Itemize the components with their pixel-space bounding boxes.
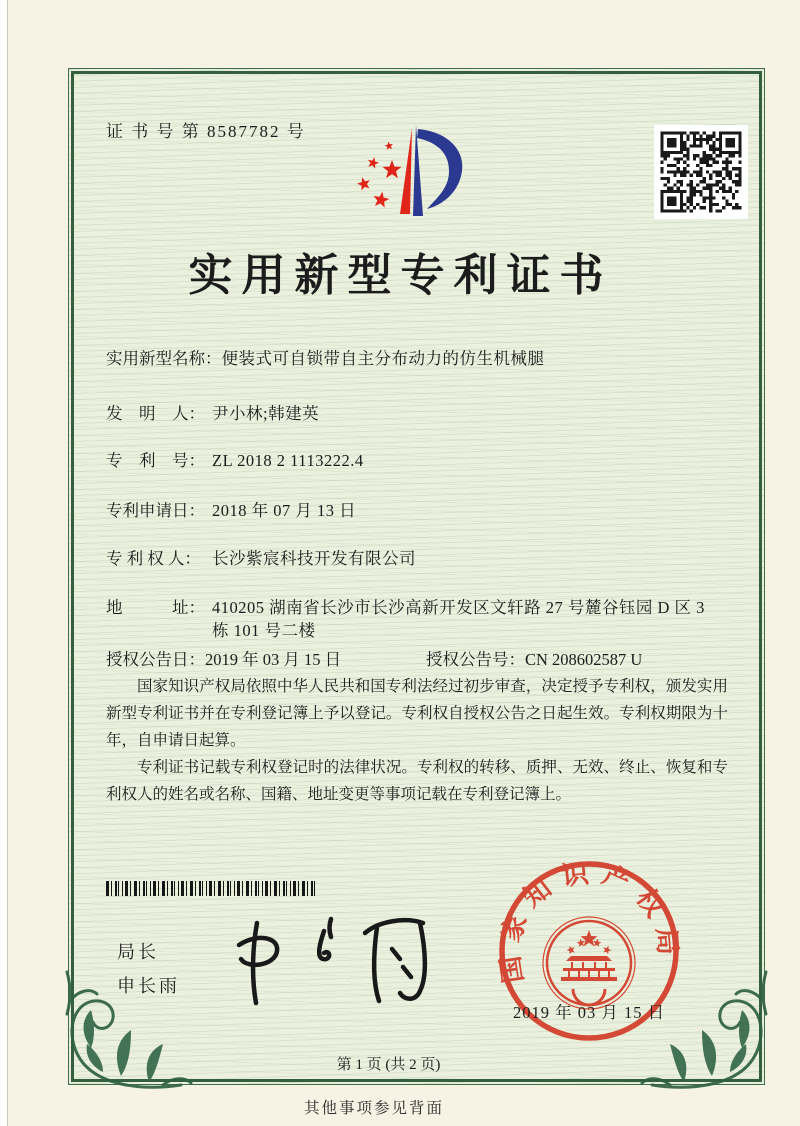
field-value: CN 208602587 U xyxy=(525,650,643,669)
footer-note: 其他事项参见背面 xyxy=(303,1100,444,1117)
seal-date: 2019 年 03 月 15 日 xyxy=(512,1003,666,1022)
field-row-filing-date xyxy=(106,499,728,522)
signature-svg xyxy=(227,911,439,1013)
certificate-title: 实用新型专利证书 xyxy=(188,251,613,300)
grant-number-pair xyxy=(426,648,642,671)
cnipa-logo-icon xyxy=(329,109,477,241)
field-value: 410205 湖南省长沙市长沙高新开发区文轩路 27 号麓谷钰园 D 区 3 栋 101 号二楼 xyxy=(212,598,710,640)
legal-text xyxy=(106,673,728,808)
legal-paragraph: 专利证书记载专利权登记时的法律状况。专利权的转移、质押、无效、终止、恢复和专利权人的姓名或名称、国籍、地址变更等事项记载在专利登记簿上。 xyxy=(106,759,728,803)
qr-code xyxy=(654,125,748,219)
field-row-grant xyxy=(106,648,728,671)
seal-text: 国家知识产权局 xyxy=(494,858,684,986)
field-label: 授权公告日： xyxy=(106,650,205,669)
corner-flourish-icon xyxy=(61,956,199,1094)
field-label: 发 明 人： xyxy=(106,404,205,423)
field-value: 便装式可自锁带自主分布动力的仿生机械腿 xyxy=(221,349,545,368)
scan-edge-artifact xyxy=(0,0,8,1126)
field-label: 授权公告号： xyxy=(426,650,525,669)
field-row-inventor xyxy=(106,402,728,425)
field-label: 地 址： xyxy=(106,598,205,617)
field-label: 专 利 权 人： xyxy=(106,549,201,568)
field-row-address xyxy=(106,596,728,642)
cnipa-logo-svg xyxy=(329,109,477,241)
qr-code-canvas xyxy=(654,125,748,219)
field-value: 2018 年 07 月 13 日 xyxy=(212,501,357,520)
field-label: 实用新型名称： xyxy=(106,349,222,368)
certificate-frame xyxy=(68,68,765,1085)
field-value: 长沙紫宸科技开发有限公司 xyxy=(212,549,416,568)
field-value: ZL 2018 2 1113222.4 xyxy=(212,451,364,470)
grant-date-pair xyxy=(106,648,426,671)
field-label: 专利申请日： xyxy=(106,501,205,520)
field-list xyxy=(106,347,728,671)
field-row-patentee xyxy=(106,547,728,570)
field-row-patent-number xyxy=(106,449,728,472)
page-indicator: 第 1 页 (共 2 页) xyxy=(336,1057,441,1073)
corner-flourish-icon xyxy=(634,956,772,1094)
field-row-utility-name xyxy=(106,347,728,370)
signature-icon xyxy=(227,911,439,1013)
certificate-number: 证 书 号 第 8587782 号 xyxy=(106,122,306,141)
signer-name: 申长雨 xyxy=(117,976,180,996)
field-value: 2019 年 03 月 15 日 xyxy=(205,650,342,669)
legal-paragraph: 国家知识产权局依照中华人民共和国专利法经过初步审查，决定授予专利权，颁发实用新型专利证书并在专利登记簿上予以登记。专利权自授权公告之日起生效。专利权期限为十年，自申请日起算。 xyxy=(106,678,728,749)
field-label: 专 利 号： xyxy=(106,451,205,470)
field-value: 尹小林;韩建英 xyxy=(212,404,320,423)
barcode xyxy=(106,881,318,896)
signer-title: 局长 xyxy=(117,942,159,962)
